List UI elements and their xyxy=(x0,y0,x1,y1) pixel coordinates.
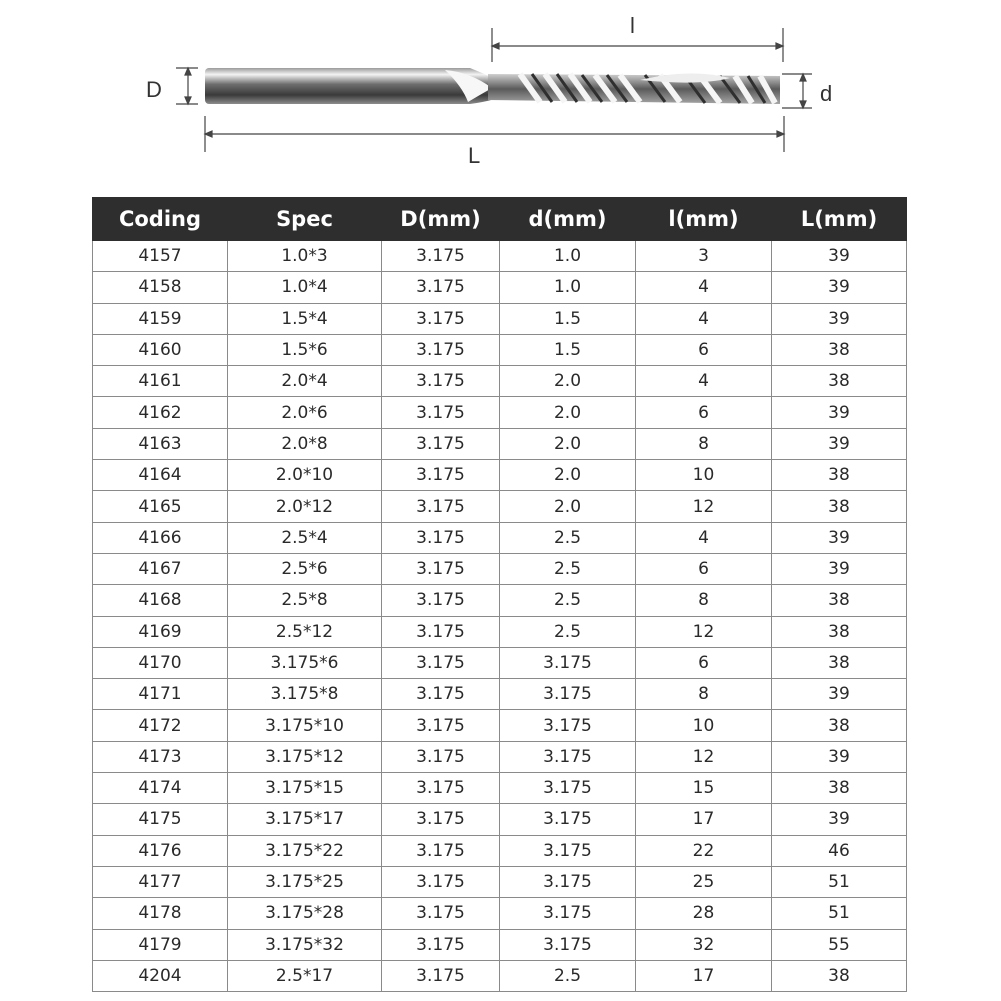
cell-cutting-diameter: 2.0 xyxy=(500,366,636,397)
cell-coding: 4168 xyxy=(93,585,228,616)
cell-cutting-diameter: 2.0 xyxy=(500,491,636,522)
table-row xyxy=(93,428,907,459)
cell-shank-diameter: 3.175 xyxy=(382,334,500,365)
cell-coding: 4162 xyxy=(93,397,228,428)
spec-table xyxy=(92,197,907,992)
cell-spec: 2.0*10 xyxy=(228,460,382,491)
cell-cutting-diameter: 2.5 xyxy=(500,960,636,991)
total-length-label: L xyxy=(468,143,481,168)
shank-diameter-dimension xyxy=(176,68,198,104)
cell-coding: 4178 xyxy=(93,898,228,929)
header-cutting-length: l(mm) xyxy=(636,198,772,241)
header-total-length: L(mm) xyxy=(772,198,907,241)
cell-cutting-diameter: 3.175 xyxy=(500,679,636,710)
cell-cutting-diameter: 1.5 xyxy=(500,303,636,334)
cell-coding: 4177 xyxy=(93,866,228,897)
table-row xyxy=(93,491,907,522)
cell-spec: 2.5*6 xyxy=(228,553,382,584)
cell-cutting-diameter: 3.175 xyxy=(500,773,636,804)
cell-total-length: 38 xyxy=(772,710,907,741)
cell-cutting-length: 4 xyxy=(636,303,772,334)
cell-spec: 2.5*8 xyxy=(228,585,382,616)
cell-coding: 4161 xyxy=(93,366,228,397)
cutting-length-dimension xyxy=(492,28,783,62)
cell-cutting-diameter: 2.5 xyxy=(500,522,636,553)
table-row xyxy=(93,710,907,741)
header-cutting-diameter: d(mm) xyxy=(500,198,636,241)
table-row xyxy=(93,334,907,365)
cell-total-length: 39 xyxy=(772,741,907,772)
table-body xyxy=(93,241,907,992)
cell-shank-diameter: 3.175 xyxy=(382,272,500,303)
cell-cutting-length: 32 xyxy=(636,929,772,960)
cell-cutting-length: 10 xyxy=(636,460,772,491)
cell-cutting-length: 10 xyxy=(636,710,772,741)
cell-spec: 3.175*8 xyxy=(228,679,382,710)
end-mill-diagram xyxy=(0,0,1001,190)
cell-cutting-length: 12 xyxy=(636,616,772,647)
table-row xyxy=(93,303,907,334)
cell-shank-diameter: 3.175 xyxy=(382,741,500,772)
cell-cutting-diameter: 1.0 xyxy=(500,272,636,303)
table-row xyxy=(93,679,907,710)
table-row xyxy=(93,866,907,897)
cell-total-length: 39 xyxy=(772,428,907,459)
cell-coding: 4159 xyxy=(93,303,228,334)
cell-cutting-length: 17 xyxy=(636,960,772,991)
cell-cutting-diameter: 2.5 xyxy=(500,616,636,647)
cell-shank-diameter: 3.175 xyxy=(382,491,500,522)
cell-cutting-diameter: 3.175 xyxy=(500,647,636,678)
cell-shank-diameter: 3.175 xyxy=(382,679,500,710)
cell-shank-diameter: 3.175 xyxy=(382,804,500,835)
cell-total-length: 39 xyxy=(772,522,907,553)
cell-total-length: 38 xyxy=(772,616,907,647)
cell-cutting-length: 8 xyxy=(636,585,772,616)
cell-spec: 3.175*25 xyxy=(228,866,382,897)
cell-shank-diameter: 3.175 xyxy=(382,616,500,647)
tool-shank xyxy=(205,68,515,104)
cell-total-length: 39 xyxy=(772,553,907,584)
table-row xyxy=(93,804,907,835)
cell-cutting-diameter: 3.175 xyxy=(500,741,636,772)
cell-coding: 4165 xyxy=(93,491,228,522)
cell-total-length: 55 xyxy=(772,929,907,960)
cell-shank-diameter: 3.175 xyxy=(382,522,500,553)
cell-cutting-diameter: 1.5 xyxy=(500,334,636,365)
cell-cutting-diameter: 2.0 xyxy=(500,428,636,459)
cell-total-length: 39 xyxy=(772,804,907,835)
cell-coding: 4166 xyxy=(93,522,228,553)
table-row xyxy=(93,272,907,303)
cell-spec: 2.0*6 xyxy=(228,397,382,428)
cell-cutting-diameter: 3.175 xyxy=(500,710,636,741)
cell-coding: 4173 xyxy=(93,741,228,772)
cell-shank-diameter: 3.175 xyxy=(382,397,500,428)
cell-coding: 4176 xyxy=(93,835,228,866)
cell-shank-diameter: 3.175 xyxy=(382,773,500,804)
cell-cutting-length: 3 xyxy=(636,241,772,272)
cell-total-length: 39 xyxy=(772,303,907,334)
cell-cutting-diameter: 2.0 xyxy=(500,460,636,491)
cell-coding: 4175 xyxy=(93,804,228,835)
table-row xyxy=(93,616,907,647)
table-row xyxy=(93,835,907,866)
cell-cutting-length: 8 xyxy=(636,428,772,459)
cell-cutting-diameter: 3.175 xyxy=(500,866,636,897)
cell-shank-diameter: 3.175 xyxy=(382,366,500,397)
cell-shank-diameter: 3.175 xyxy=(382,428,500,459)
cell-spec: 2.0*4 xyxy=(228,366,382,397)
cell-coding: 4170 xyxy=(93,647,228,678)
cell-cutting-length: 15 xyxy=(636,773,772,804)
cell-shank-diameter: 3.175 xyxy=(382,303,500,334)
cell-spec: 3.175*28 xyxy=(228,898,382,929)
table-row xyxy=(93,366,907,397)
cell-cutting-length: 8 xyxy=(636,679,772,710)
cell-spec: 2.0*8 xyxy=(228,428,382,459)
cell-cutting-diameter: 2.5 xyxy=(500,553,636,584)
cell-coding: 4174 xyxy=(93,773,228,804)
cell-total-length: 38 xyxy=(772,334,907,365)
header-shank-diameter: D(mm) xyxy=(382,198,500,241)
cutting-diameter-label: d xyxy=(820,81,833,106)
cell-cutting-diameter: 3.175 xyxy=(500,898,636,929)
cell-shank-diameter: 3.175 xyxy=(382,647,500,678)
table-row xyxy=(93,585,907,616)
table-row xyxy=(93,647,907,678)
cell-coding: 4160 xyxy=(93,334,228,365)
cell-cutting-diameter: 2.0 xyxy=(500,397,636,428)
cell-spec: 3.175*22 xyxy=(228,835,382,866)
cell-cutting-length: 17 xyxy=(636,804,772,835)
cell-coding: 4179 xyxy=(93,929,228,960)
cell-cutting-length: 28 xyxy=(636,898,772,929)
cell-cutting-length: 6 xyxy=(636,397,772,428)
cell-shank-diameter: 3.175 xyxy=(382,866,500,897)
table-row xyxy=(93,397,907,428)
cell-coding: 4158 xyxy=(93,272,228,303)
cell-total-length: 51 xyxy=(772,866,907,897)
table-row xyxy=(93,898,907,929)
cell-total-length: 38 xyxy=(772,366,907,397)
table-row xyxy=(93,929,907,960)
cell-cutting-diameter: 2.5 xyxy=(500,585,636,616)
cell-total-length: 38 xyxy=(772,647,907,678)
table-row xyxy=(93,522,907,553)
cell-coding: 4169 xyxy=(93,616,228,647)
cell-spec: 1.5*6 xyxy=(228,334,382,365)
cell-cutting-diameter: 3.175 xyxy=(500,835,636,866)
table-row xyxy=(93,773,907,804)
cell-spec: 1.0*4 xyxy=(228,272,382,303)
cell-spec: 2.5*4 xyxy=(228,522,382,553)
header-coding: Coding xyxy=(93,198,228,241)
cell-coding: 4164 xyxy=(93,460,228,491)
cell-cutting-length: 6 xyxy=(636,647,772,678)
cell-total-length: 39 xyxy=(772,397,907,428)
cell-spec: 1.0*3 xyxy=(228,241,382,272)
cell-total-length: 39 xyxy=(772,679,907,710)
total-length-dimension xyxy=(205,116,784,152)
cell-shank-diameter: 3.175 xyxy=(382,835,500,866)
cell-total-length: 38 xyxy=(772,460,907,491)
cell-spec: 3.175*32 xyxy=(228,929,382,960)
cell-total-length: 39 xyxy=(772,272,907,303)
cell-cutting-length: 4 xyxy=(636,366,772,397)
cell-shank-diameter: 3.175 xyxy=(382,960,500,991)
cell-spec: 2.5*12 xyxy=(228,616,382,647)
table-row xyxy=(93,241,907,272)
cell-total-length: 38 xyxy=(772,491,907,522)
cell-spec: 3.175*6 xyxy=(228,647,382,678)
cell-cutting-length: 4 xyxy=(636,272,772,303)
cell-cutting-length: 12 xyxy=(636,741,772,772)
cell-shank-diameter: 3.175 xyxy=(382,585,500,616)
cell-shank-diameter: 3.175 xyxy=(382,553,500,584)
cell-cutting-diameter: 3.175 xyxy=(500,929,636,960)
cell-shank-diameter: 3.175 xyxy=(382,898,500,929)
cell-spec: 3.175*17 xyxy=(228,804,382,835)
tool-flutes xyxy=(488,73,780,104)
cell-coding: 4163 xyxy=(93,428,228,459)
cell-cutting-length: 25 xyxy=(636,866,772,897)
cutting-length-label: l xyxy=(630,13,635,38)
table-row xyxy=(93,741,907,772)
cell-total-length: 39 xyxy=(772,241,907,272)
cell-total-length: 38 xyxy=(772,585,907,616)
cell-cutting-length: 6 xyxy=(636,553,772,584)
cell-spec: 2.5*17 xyxy=(228,960,382,991)
cell-shank-diameter: 3.175 xyxy=(382,241,500,272)
cell-spec: 1.5*4 xyxy=(228,303,382,334)
table-row xyxy=(93,960,907,991)
cell-shank-diameter: 3.175 xyxy=(382,710,500,741)
cell-cutting-length: 12 xyxy=(636,491,772,522)
cell-coding: 4157 xyxy=(93,241,228,272)
cell-coding: 4167 xyxy=(93,553,228,584)
cell-cutting-diameter: 1.0 xyxy=(500,241,636,272)
cell-spec: 3.175*12 xyxy=(228,741,382,772)
shank-diameter-label: D xyxy=(146,77,162,102)
header-spec: Spec xyxy=(228,198,382,241)
cell-cutting-length: 6 xyxy=(636,334,772,365)
cell-total-length: 38 xyxy=(772,960,907,991)
cell-spec: 3.175*15 xyxy=(228,773,382,804)
table-header-row xyxy=(93,198,907,241)
cell-total-length: 46 xyxy=(772,835,907,866)
cell-shank-diameter: 3.175 xyxy=(382,929,500,960)
cell-cutting-diameter: 3.175 xyxy=(500,804,636,835)
cell-coding: 4172 xyxy=(93,710,228,741)
cell-cutting-length: 22 xyxy=(636,835,772,866)
table-row xyxy=(93,553,907,584)
cell-total-length: 38 xyxy=(772,773,907,804)
cell-total-length: 51 xyxy=(772,898,907,929)
cell-cutting-length: 4 xyxy=(636,522,772,553)
cell-spec: 3.175*10 xyxy=(228,710,382,741)
cell-coding: 4204 xyxy=(93,960,228,991)
cell-spec: 2.0*12 xyxy=(228,491,382,522)
cutting-diameter-dimension xyxy=(782,74,812,108)
cell-coding: 4171 xyxy=(93,679,228,710)
cell-shank-diameter: 3.175 xyxy=(382,460,500,491)
table-row xyxy=(93,460,907,491)
